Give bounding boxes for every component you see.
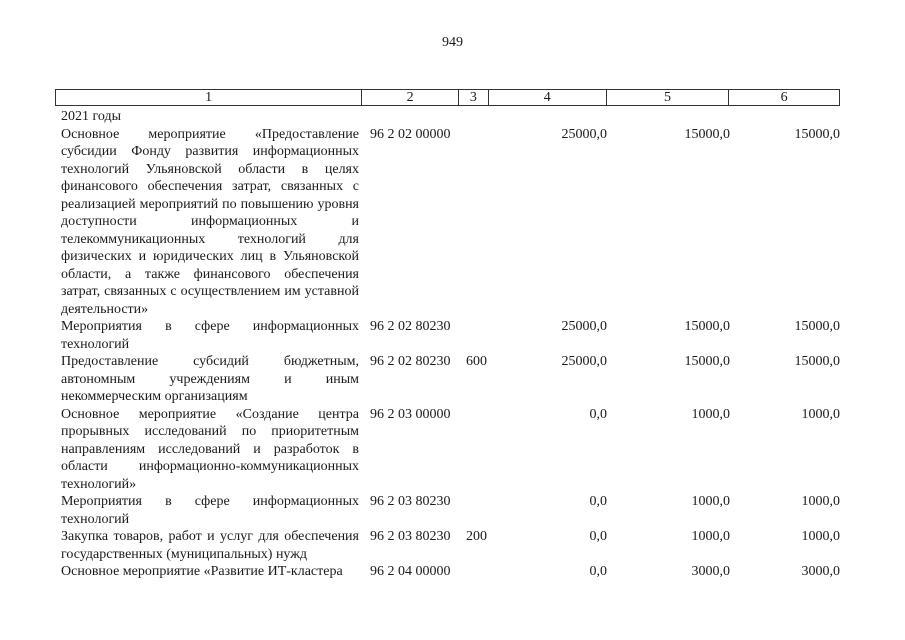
table-row	[55, 353, 840, 406]
header-col-2: 2	[362, 90, 459, 105]
row-value-1: 25000,0	[561, 319, 607, 334]
row-code: 96 2 03 80230	[370, 529, 451, 544]
row-name: Закупка товаров, работ и услуг для обеспечения государственных (муниципальных) нужд	[61, 529, 359, 562]
row-type: 200	[466, 529, 487, 544]
table-row	[55, 126, 840, 319]
row-code: 96 2 02 00000	[370, 126, 451, 142]
row-value-3: 1000,0	[801, 406, 840, 422]
row-value-3: 15000,0	[794, 319, 840, 334]
row-value-2: 3000,0	[691, 564, 730, 579]
row-value-2: 1000,0	[691, 406, 730, 422]
row-value-1: 0,0	[589, 564, 607, 579]
row-code: 96 2 04 00000	[370, 564, 451, 579]
row-value-1: 0,0	[589, 406, 607, 422]
row-type: 600	[466, 354, 487, 369]
page-number: 949	[442, 35, 463, 50]
header-col-5: 5	[607, 90, 730, 105]
row-value-3: 1000,0	[801, 529, 840, 544]
row-name: Предоставление субсидий бюджетным, автономным учреждениям и иным некоммерческим организациям	[61, 354, 359, 404]
row-value-2: 1000,0	[691, 494, 730, 509]
row-value-3: 1000,0	[801, 494, 840, 509]
table-row	[55, 406, 840, 494]
table-row	[55, 563, 840, 581]
row-value-3: 3000,0	[801, 564, 840, 579]
row-name: Основное мероприятие «Предоставление субсидии Фонду развития информационных технологий Ульяновской области в целях финансового обеспечения затрат, связанных с реализацией мероприятий по повышению уровня доступности информационных и телекоммуникационных технологий для физических и юридических лиц в Ульяновской области, а также финансового обеспечения затрат, связанных с осуществлением им уставной деятельности»	[61, 126, 359, 317]
row-value-1: 25000,0	[561, 126, 607, 142]
row-type	[459, 318, 489, 353]
row-name: Основное мероприятие «Создание центра прорывных исследований по приоритетным направлениям исследований и разработок в области информационно-коммуникационных технологий»	[61, 406, 359, 492]
row-type	[459, 406, 489, 494]
row-code: 96 2 03 80230	[370, 494, 451, 509]
row-name: Основное мероприятие «Развитие ИТ-кластера	[61, 564, 343, 579]
header-col-3: 3	[459, 90, 489, 105]
header-col-1: 1	[56, 90, 362, 105]
row-value-2: 1000,0	[691, 529, 730, 544]
table-header	[55, 89, 840, 106]
row-value-3: 15000,0	[794, 354, 840, 369]
row-value-1: 0,0	[589, 494, 607, 509]
header-col-6: 6	[780, 90, 788, 105]
row-value-1: 25000,0	[561, 354, 607, 369]
row-name: Мероприятия в сфере информационных технологий	[61, 494, 359, 527]
row-code: 96 2 02 80230	[370, 319, 451, 334]
row-value-2: 15000,0	[684, 126, 730, 142]
table-row	[55, 318, 840, 353]
row-type	[459, 126, 489, 319]
table-row	[55, 528, 840, 563]
row-code: 96 2 02 80230	[370, 354, 451, 369]
row-type	[459, 563, 489, 581]
row-value-3: 15000,0	[794, 126, 840, 142]
row-value-2: 15000,0	[684, 354, 730, 369]
row-name: Мероприятия в сфере информационных технологий	[61, 319, 359, 352]
year-label: 2021 годы	[61, 109, 122, 124]
table-row	[55, 493, 840, 528]
row-type	[459, 493, 489, 528]
row-value-1: 0,0	[589, 529, 607, 544]
row-code: 96 2 03 00000	[370, 406, 451, 422]
table-body	[55, 108, 840, 581]
header-col-4: 4	[489, 90, 607, 105]
row-value-2: 15000,0	[684, 319, 730, 334]
